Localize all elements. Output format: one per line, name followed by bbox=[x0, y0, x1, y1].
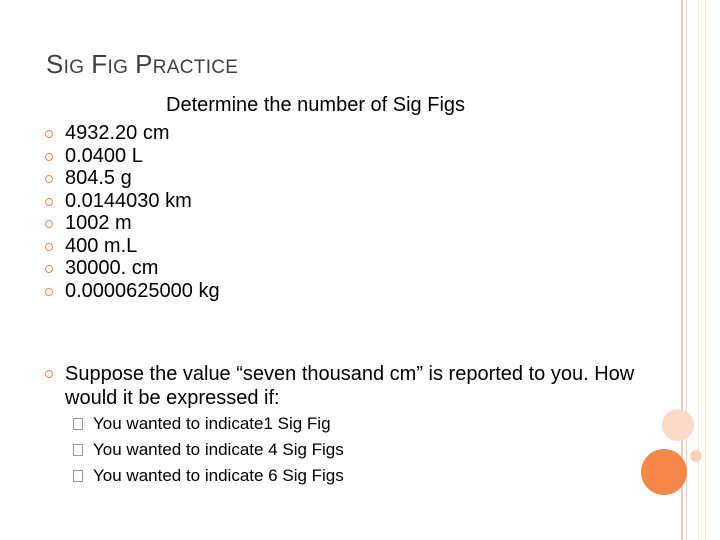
slide-subtitle: Determine the number of Sig Figs bbox=[166, 94, 466, 116]
bullet-circle-icon bbox=[45, 130, 53, 138]
slide-title bbox=[46, 49, 238, 80]
title-rest: IG bbox=[107, 57, 129, 78]
checkbox-square-icon bbox=[73, 418, 83, 430]
list-item bbox=[45, 280, 665, 303]
list-item bbox=[45, 190, 665, 213]
title-rest: RACTICE bbox=[152, 57, 239, 78]
list-item-text: 400 m.L bbox=[65, 234, 138, 257]
list-item-text: 804.5 g bbox=[65, 167, 132, 189]
checkbox-square-icon bbox=[73, 470, 83, 482]
list-item bbox=[45, 212, 665, 235]
list-item bbox=[45, 235, 665, 258]
bullet-circle-icon bbox=[45, 288, 53, 296]
list-item-text: 30000. cm bbox=[65, 257, 159, 279]
bullet-circle-icon bbox=[45, 243, 53, 251]
bullet-list bbox=[45, 122, 665, 302]
title-cap: S bbox=[46, 49, 64, 79]
list-item-text: 4932.20 cm bbox=[65, 122, 170, 144]
list-item bbox=[45, 257, 665, 280]
decorative-circle-small bbox=[662, 409, 694, 441]
bullet-circle-icon bbox=[45, 220, 53, 228]
list-item-text: 0.0400 L bbox=[65, 144, 143, 167]
title-rest: IG bbox=[63, 57, 85, 78]
title-cap: F bbox=[91, 49, 108, 79]
decorative-circle-large bbox=[641, 449, 687, 495]
question-text: Suppose the value “seven thousand cm” is reported to you. How would it be expressed if: bbox=[65, 363, 635, 409]
decorative-circle-ring bbox=[690, 450, 702, 462]
bullet-circle-icon bbox=[45, 265, 53, 273]
checkbox-square-icon bbox=[73, 444, 83, 456]
list-item-text: 0.0144030 km bbox=[65, 189, 192, 212]
list-item bbox=[45, 122, 665, 145]
bullet-circle-icon bbox=[45, 370, 53, 378]
decorative-stripe bbox=[686, 0, 687, 540]
bullet-circle-icon bbox=[45, 198, 53, 206]
sub-list-item-text: You wanted to indicate 6 Sig Figs bbox=[93, 466, 344, 485]
bullet-circle-icon bbox=[45, 175, 53, 183]
list-item bbox=[45, 145, 665, 168]
sub-list-item-text: You wanted to indicate1 Sig Fig bbox=[93, 414, 331, 433]
decorative-stripe bbox=[705, 0, 706, 540]
bullet-circle-icon bbox=[45, 153, 53, 161]
list-item-text: 1002 m bbox=[65, 212, 132, 234]
sub-list-item-text: You wanted to indicate 4 Sig Figs bbox=[93, 440, 344, 459]
title-cap: P bbox=[135, 49, 153, 79]
list-item bbox=[45, 167, 665, 190]
list-item-text: 0.0000625000 kg bbox=[65, 279, 220, 302]
